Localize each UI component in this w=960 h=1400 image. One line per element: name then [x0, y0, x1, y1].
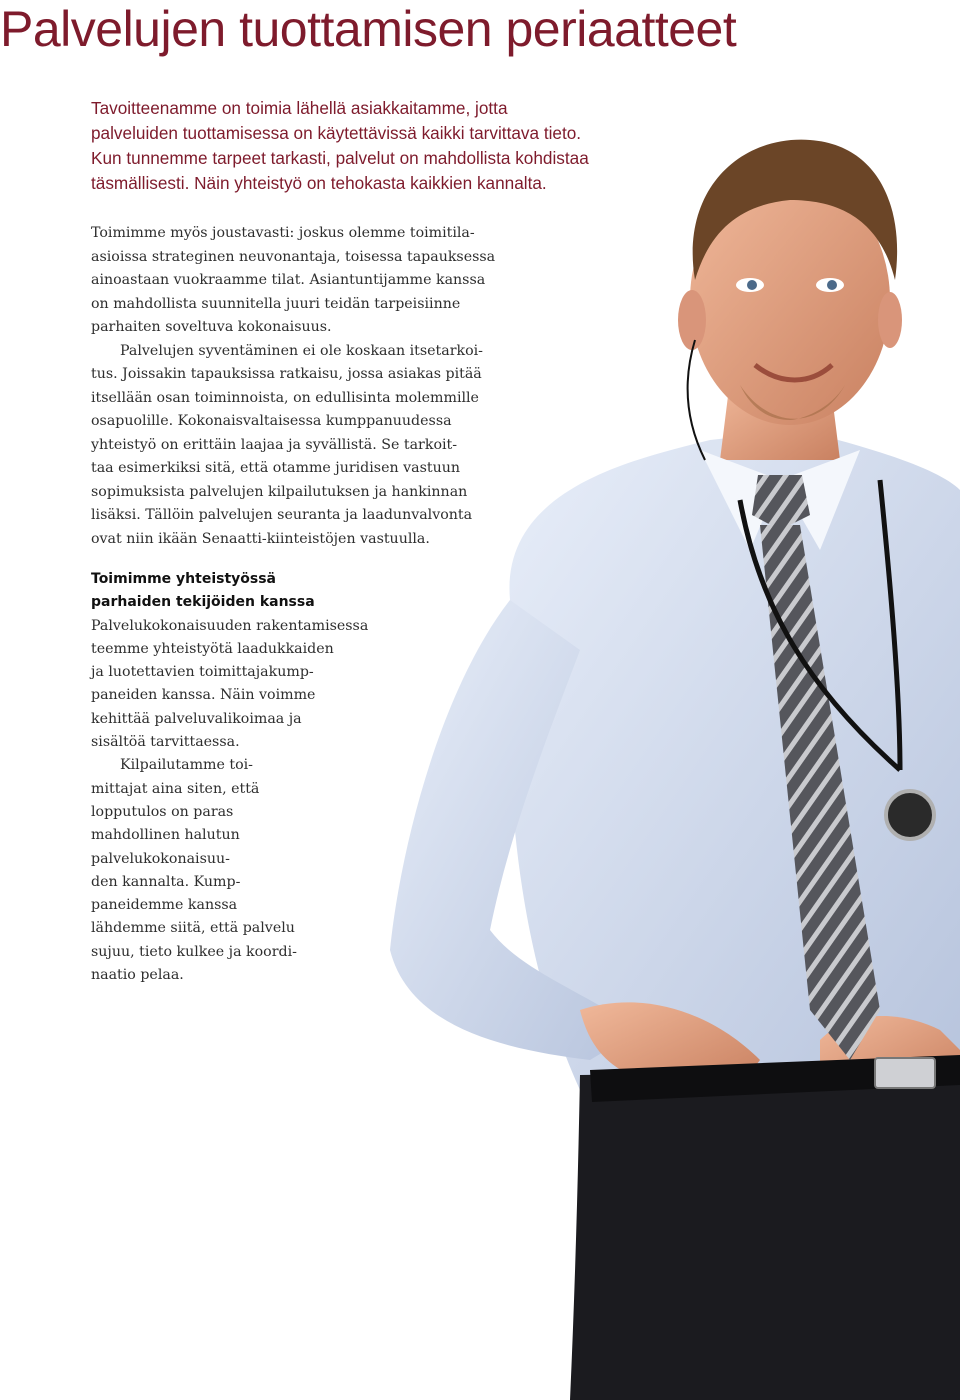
body-line: parhaiten soveltuva kokonaisuus.: [91, 319, 332, 335]
body-line: asioissa strateginen neuvonantaja, toisessa tapauksessa: [91, 248, 496, 265]
body-line: yhteistyö on erittäin laajaa ja syvällistä. Se tarkoit-: [91, 436, 458, 453]
side-line: den kannalta. Kump-: [91, 873, 241, 890]
side-line: Palvelukokonaisuuden rakentamisessa: [91, 617, 369, 634]
side-line: mahdollinen halutun: [91, 827, 240, 844]
side-line: Kilpailutamme toi-: [120, 757, 253, 774]
body-line: itsellään osan toiminnoista, on edullisinta molemmille: [91, 389, 479, 406]
man-portrait-photo: [380, 130, 960, 1400]
side-line: naatio pelaa.: [91, 967, 184, 984]
page-title: Palvelujen tuottamisen periaatteet: [0, 1, 737, 57]
sidebar-text: [91, 568, 368, 987]
body-line: on mahdollista suunnitella juuri teidän tarpeisiinne: [91, 295, 461, 312]
body-line: osapuolille. Kokonaisvaltaisessa kumppanuudessa: [91, 413, 452, 429]
side-heading-line: Toimimme yhteistyössä: [91, 571, 277, 587]
side-line: lopputulos on paras: [91, 803, 234, 820]
body-line: lisäksi. Tällöin palvelujen seuranta ja laadunvalvonta: [91, 507, 473, 523]
body-line: ainoastaan vuokraamme tilat. Asiantuntijamme kanssa: [91, 272, 486, 288]
lead-line: Tavoitteenamme on toimia lähellä asiakkaitamme, jotta: [91, 98, 508, 118]
body-line: Toimimme myös joustavasti: joskus olemme toimitila-: [91, 225, 475, 241]
side-line: ja luotettavien toimittajakump-: [91, 664, 314, 681]
side-line: kehittää palveluvalikoimaa ja: [91, 710, 302, 727]
side-line: palvelukokonaisuu-: [91, 850, 230, 867]
body-line: taa esimerkiksi sitä, että otamme juridisen vastuun: [91, 460, 460, 476]
side-line: lähdemme siitä, että palvelu: [91, 920, 295, 937]
lead-line: täsmällisesti. Näin yhteistyö on tehokasta kaikkien kannalta.: [91, 173, 547, 193]
side-heading-line: parhaiden tekijöiden kanssa: [91, 594, 315, 611]
body-line: tus. Joissakin tapauksissa ratkaisu, jossa asiakas pitää: [91, 366, 482, 382]
lead-line: Kun tunnemme tarpeet tarkasti, palvelut on mahdollista kohdistaa: [91, 148, 589, 168]
body-line: sopimuksista palvelujen kilpailutuksen ja hankinnan: [91, 483, 468, 500]
body-line: Palvelujen syventäminen ei ole koskaan itsetarkoi-: [120, 342, 483, 359]
side-line: sisältöä tarvittaessa.: [91, 734, 240, 751]
side-line: paneiden kanssa. Näin voimme: [91, 687, 316, 704]
side-line: sujuu, tieto kulkee ja koordi-: [91, 943, 297, 960]
side-line: paneidemme kanssa: [91, 897, 238, 914]
lead-line: palveluiden tuottamisessa on käytettävissä kaikki tarvittava tieto.: [91, 123, 582, 143]
side-line: teemme yhteistyötä laadukkaiden: [91, 640, 334, 657]
body-line: ovat niin ikään Senaatti-kiinteistöjen vastuulla.: [91, 530, 430, 547]
side-line: mittajat aina siten, että: [91, 780, 260, 797]
